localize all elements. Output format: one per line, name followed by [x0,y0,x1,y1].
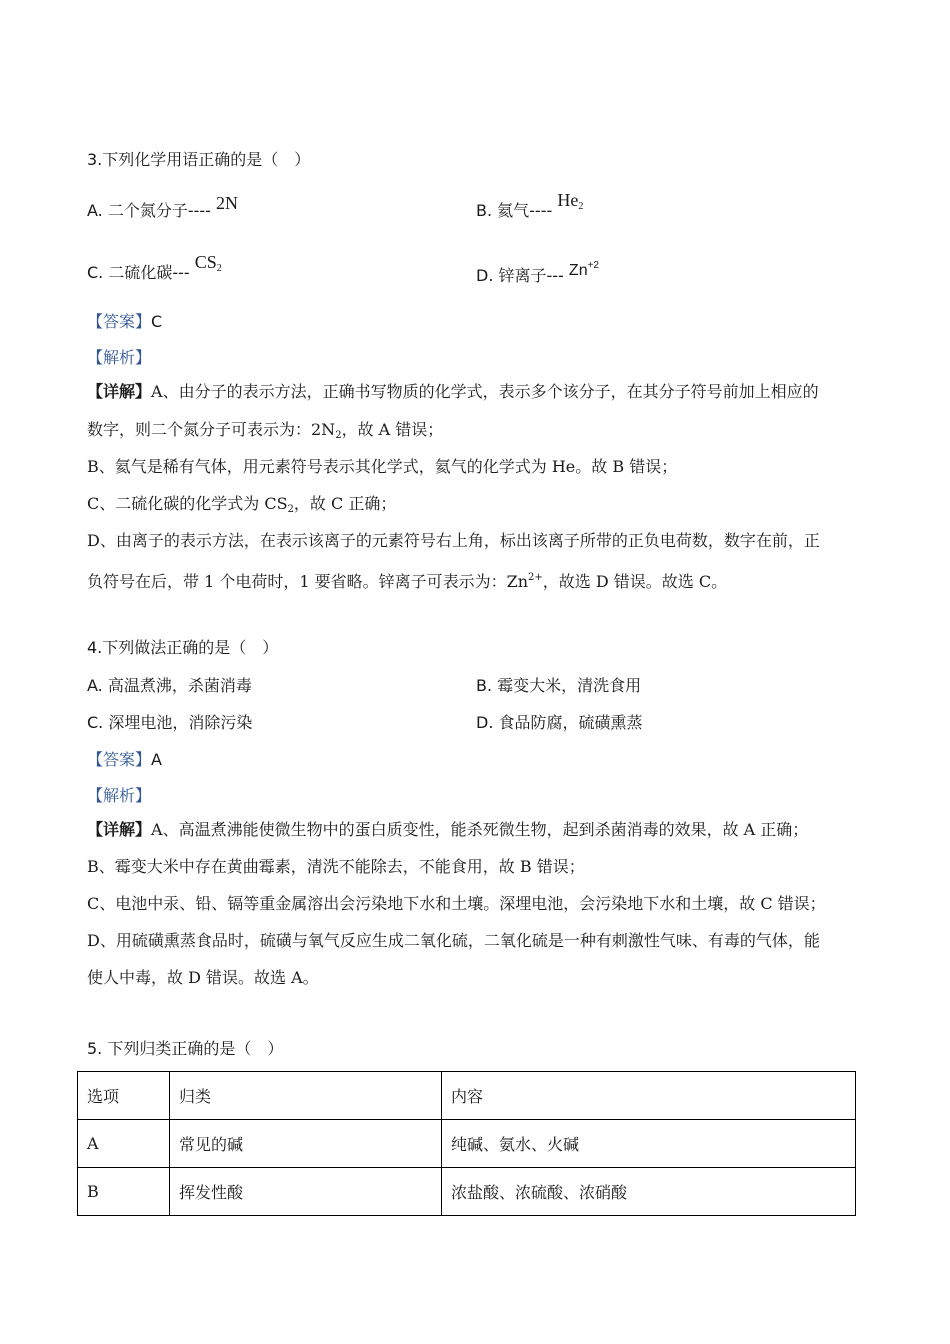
q3-detail-line-5: D、由离子的表示方法，在表示该离子的元素符号右上角，标出该离子所带的正负电荷数，数字在前，正 [87,531,820,550]
q3-option-b-formula: He [557,190,579,210]
q4-option-c: C. 深埋电池，消除污染 [87,713,253,732]
q3-detail-line-6: 负符号在后，带 1 个电荷时，1 要省略。锌离子可表示为：$Zn^{2+}$，故选 D 错误。故选 C。 [87,572,728,591]
table-header-row [78,1072,856,1120]
q4-analysis-tag: 【解析】 [87,786,152,805]
q3-option-c [87,252,222,289]
table-cell: 常见的碱 [170,1120,442,1168]
q4-option-a: A. 高温煮沸，杀菌消毒 [87,676,252,695]
q3-option-d-label: D. 锌离子--- [476,266,564,285]
table-cell: 挥发性酸 [170,1168,442,1216]
q3-answer [87,312,162,332]
table-header-cell: 内容 [442,1072,856,1120]
table-header-cell: 选项 [78,1072,170,1120]
q3-option-c-formula: CS [194,252,217,272]
q3-answer-value: C [151,312,163,331]
table-cell: 浓盐酸、浓硫酸、浓硝酸 [442,1168,856,1216]
table-cell: B [78,1168,170,1216]
q5-stem: 5. 下列归类正确的是（ ） [87,1039,284,1058]
q3-answer-tag: 【答案】 [87,312,152,331]
q3-option-a-formula: 2N [216,193,239,213]
q4-detail-line-4: D、用硫磺熏蒸食品时，硫磺与氧气反应生成二氧化硫，二氧化硫是一种有刺激性气味、有毒的气体，能 [87,931,820,950]
q4-answer-value: A [151,750,162,769]
q4-answer [87,750,162,770]
q3-option-b [476,190,584,227]
table-cell: A [78,1120,170,1168]
q4-answer-tag: 【答案】 [87,750,152,769]
q4-option-d: D. 食品防腐，硫磺熏蒸 [476,713,643,732]
table-row [78,1120,856,1168]
q3-option-b-label: B. 氦气---- [476,201,553,220]
q3-option-c-label: C. 二硫化碳--- [87,263,190,282]
table-header-cell: 归类 [170,1072,442,1120]
q4-detail-line-2: B、霉变大米中存在黄曲霉素，清洗不能除去，不能食用，故 B 错误； [87,857,585,876]
q4-detail-line-1: 【详解】A、高温煮沸能使微生物中的蛋白质变性，能杀死微生物，起到杀菌消毒的效果，故 A 正确； [87,820,809,839]
table-cell: 纯碱、氨水、火碱 [442,1120,856,1168]
q3-option-d [476,262,599,287]
q4-option-b: B. 霉变大米，清洗食用 [476,676,642,695]
q3-detail-line-4: C、二硫化碳的化学式为 $CS_2$，故 C 正确； [87,494,397,515]
q4-stem: 4.下列做法正确的是（ ） [87,638,279,657]
table-row [78,1168,856,1216]
q3-detail-line-3: B、氦气是稀有气体，用元素符号表示其化学式，氦气的化学式为 He。故 B 错误； [87,457,678,476]
q3-option-a-label: A. 二个氮分子---- [87,201,211,220]
q3-detail-line-1: 【详解】A、由分子的表示方法，正确书写物质的化学式，表示多个该分子，在其分子符号前加上相应的 [87,382,819,401]
q3-option-b-subscript: 2 [578,201,584,212]
q3-option-d-superscript: +2 [587,260,599,271]
q3-option-a [87,193,239,221]
q3-option-c-subscript: 2 [216,263,222,274]
q3-detail-line-2: 数字，则二个氮分子可表示为：$2N_2$，故 A 错误； [87,420,444,441]
q3-analysis-tag: 【解析】 [87,348,152,367]
q3-detail-tag: 【详解】 [87,382,152,401]
q4-detail-tag: 【详解】 [87,820,152,839]
q3-option-d-formula: Zn [568,262,588,279]
q4-detail-line-5: 使人中毒，故 D 错误。故选 A。 [87,968,319,987]
q4-detail-line-3: C、电池中汞、铅、镉等重金属溶出会污染地下水和土壤。深埋电池，会污染地下水和土壤，故 C 错误； [87,894,826,913]
q3-stem: 3.下列化学用语正确的是（ ） [87,150,311,169]
q5-classification-table [77,1071,856,1216]
